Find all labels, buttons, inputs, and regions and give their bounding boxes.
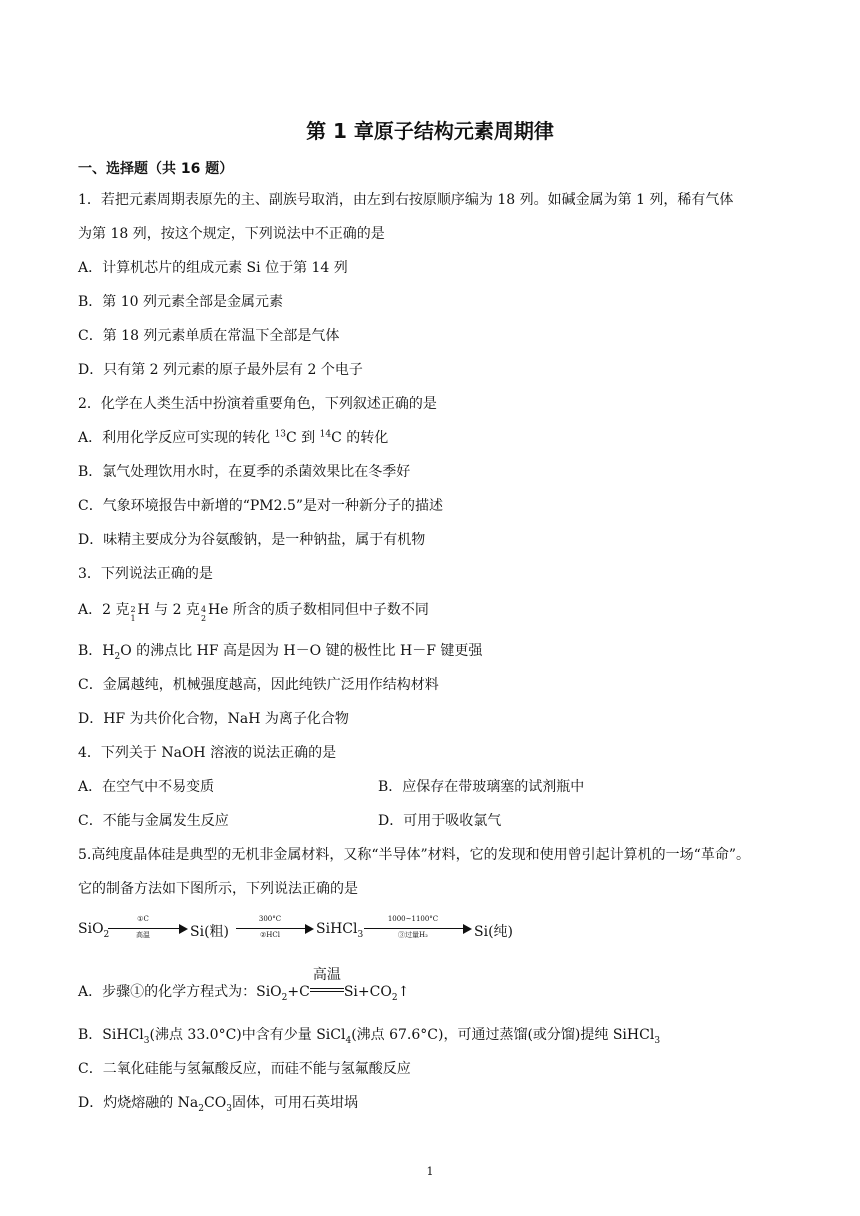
- section-heading: 一、选择题（共 16 题）: [78, 161, 234, 177]
- arrow-head-icon: [305, 924, 314, 934]
- flow-species-si-pure: Si(纯): [474, 924, 513, 940]
- q5-option-c: C．二氧化硅能与氢氟酸反应，而硅不能与氢氟酸反应: [78, 1061, 411, 1077]
- q1-option-b: B．第 10 列元素全部是金属元素: [78, 294, 284, 310]
- q2-option-a: A．利用化学反应可实现的转化 $^{13}$C 到 $^{14}$C 的转化: [78, 429, 389, 446]
- q4-option-b: B．应保存在带玻璃塞的试剂瓶中: [378, 779, 585, 795]
- flow-species-sihcl3: SiHCl$_3$: [316, 921, 364, 940]
- q2-option-d: D．味精主要成分为谷氨酸钠，是一种钠盐，属于有机物: [78, 532, 426, 548]
- process-flow-diagram: SiO$_2$ ①C 高温 Si(粗) 300°C ②HCl SiHCl$_3$ 1000~1100°C ③过量H₂ Si(纯): [78, 915, 513, 940]
- arrow-head-icon: [179, 924, 188, 934]
- q4-option-a: A．在空气中不易变质: [78, 779, 215, 795]
- q5-option-b: B．SiHCl$_3$(沸点 33.0°C)中含有少量 SiCl$_4$(沸点 67.6°C)，可通过蒸馏(或分馏)提纯 SiHCl$_3$: [78, 1027, 661, 1046]
- q4-option-d: D．可用于吸收氯气: [378, 813, 502, 829]
- q1-stem-line2: 为第 18 列，按这个规定，下列说法中不正确的是: [78, 226, 385, 242]
- q1-option-d: D．只有第 2 列元素的原子最外层有 2 个电子: [78, 362, 363, 378]
- q3-stem: 3．下列说法正确的是: [78, 566, 213, 582]
- q5-option-d: D．灼烧熔融的 $Na_2CO_3$固体，可用石英坩埚: [78, 1095, 358, 1114]
- flow-species-si-crude: Si(粗): [190, 924, 229, 940]
- q5-option-a: A．步骤①的化学方程式为：SiO$_2$+C 高温 $Si+CO_2↑$: [78, 967, 410, 1003]
- isotope-notation: 4 2: [200, 605, 207, 623]
- q3-option-b: B．$H_2O$ 的沸点比 HF 高是因为 H－O 键的极性比 H－F 键更强: [78, 643, 483, 662]
- arrow-head-icon: [463, 924, 472, 934]
- q3-option-a: A．2 克 2 1 H 与 2 克 4 2 He 所含的质子数相同但中子数不同: [78, 602, 429, 623]
- q2-option-b: B．氯气处理饮用水时，在夏季的杀菌效果比在冬季好: [78, 464, 411, 480]
- q1-option-c: C．第 18 列元素单质在常温下全部是气体: [78, 328, 340, 344]
- q3-option-d: D．HF 为共价化合物，NaH 为离子化合物: [78, 711, 349, 727]
- q4-stem: 4．下列关于 NaOH 溶液的说法正确的是: [78, 745, 337, 761]
- flow-species-sio2: SiO$_2$: [78, 921, 110, 940]
- q2-option-c: C．气象环境报告中新增的“PM2.5”是对一种新分子的描述: [78, 498, 444, 514]
- page-title: 第 1 章原子结构元素周期律: [306, 119, 554, 143]
- q3-option-c: C．金属越纯，机械强度越高，因此纯铁广泛用作结构材料: [78, 677, 439, 693]
- q1-option-a: A．计算机芯片的组成元素 Si 位于第 14 列: [78, 260, 348, 276]
- q5-stem-line1: 5.高纯度晶体硅是典型的无机非金属材料，又称“半导体”材料，它的发现和使用曾引起计算机的一场“革命”。: [78, 847, 750, 863]
- q1-stem-line1: 1．若把元素周期表原先的主、副族号取消，由左到右按原顺序编为 18 列。如碱金属为第 1 列，稀有气体: [78, 192, 734, 208]
- q4-option-c: C．不能与金属发生反应: [78, 813, 229, 829]
- q2-stem: 2．化学在人类生活中扮演着重要角色，下列叙述正确的是: [78, 396, 437, 412]
- reaction-condition-equals: 高温: [310, 972, 344, 1002]
- isotope-notation: 2 1: [130, 605, 136, 623]
- page-number: 1: [426, 1165, 434, 1178]
- q5-stem-line2: 它的制备方法如下图所示，下列说法正确的是: [78, 881, 358, 897]
